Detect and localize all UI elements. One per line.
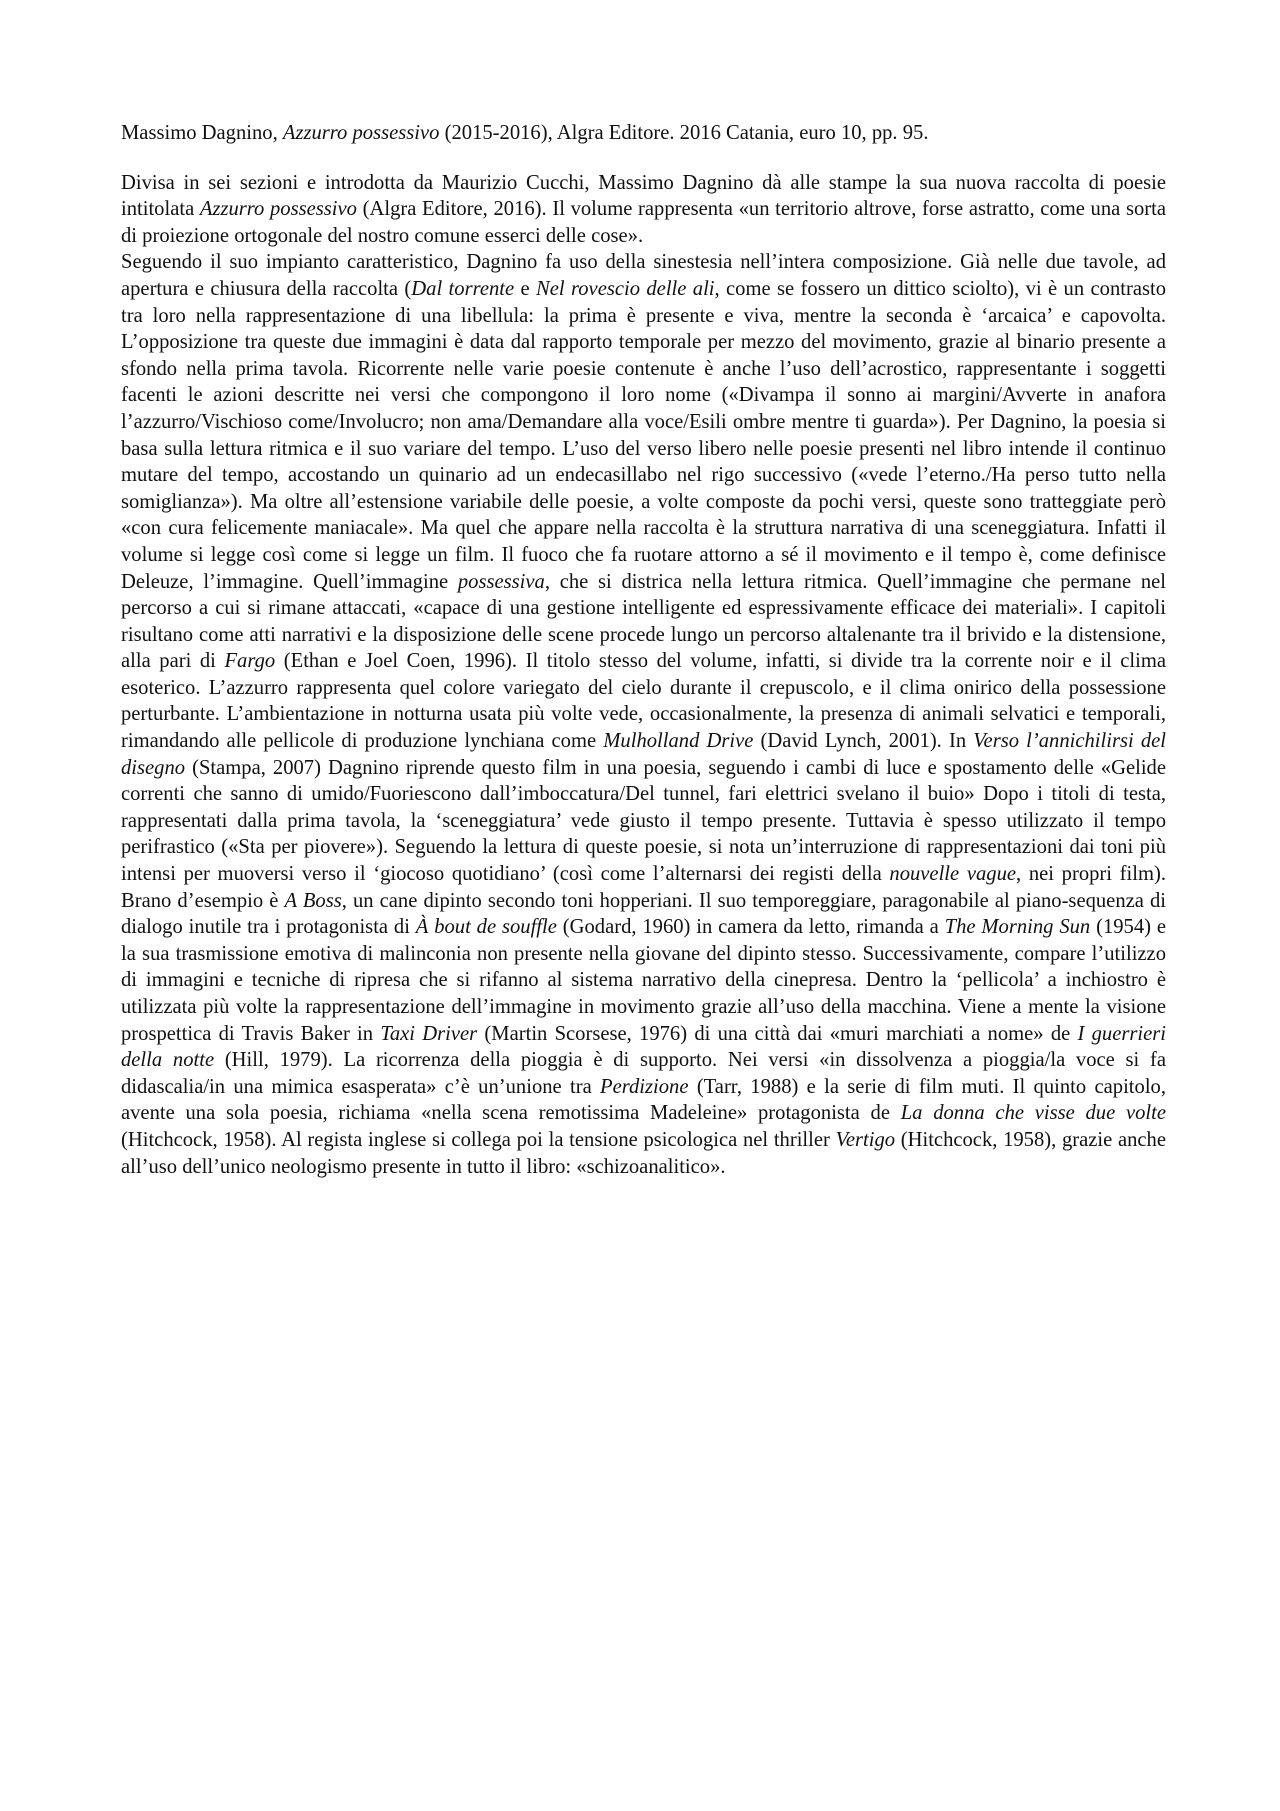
text-run: e: [514, 277, 537, 300]
text-run: , un cane dipinto secondo toni hopperiani. Il suo temporeggiare, paragonabile al piano-sequenza di dialogo inutile tra i protagonista di: [121, 889, 1167, 939]
text-run: (Godard, 1960) in camera da letto, rimanda a: [556, 916, 945, 939]
italic-title: nouvelle vague: [889, 863, 1017, 886]
italic-title: Nel rovescio delle ali: [536, 277, 715, 300]
italic-title: Mulholland Drive: [603, 730, 754, 753]
text-run: (1954) e la sua trasmissione emotiva di malinconia non presente nella giovane del dipinto stesso. Successivamente, compare l’utilizzo di immagini e tecniche di ripresa che si rifanno al sistema narrativo della cinepresa. Dentro la ‘pellicola’ a inchiostro è utilizzata più volte la rappresentazione dell’immagine in movimento grazie all’uso della macchina. Viene a mente la visione prospettica di Travis Baker in: [121, 916, 1166, 1045]
text-run: , che si districa nella lettura ritmica. Quell’immagine che permane nel percorso a cui si rimane attaccati, «capace di una gestione intelligente ed espressivamente efficace dei materiali». I capitoli risultano come atti narrativi e la disposizione delle scene procede lungo un percorso altalenante tra il brivido e la distensione, alla pari di: [121, 570, 1166, 673]
bibliographic-heading: [121, 120, 1166, 147]
italic-title: Perdizione: [600, 1075, 689, 1098]
italic-title: possessiva: [457, 570, 545, 593]
italic-title: Fargo: [224, 650, 276, 673]
italic-title: Verso l’annichilirsi del disegno: [121, 730, 1167, 779]
paragraph-intro: [121, 170, 1166, 250]
text-run: (Stampa, 2007) Dagnino riprende questo film in una poesia, seguendo i cambi di luce e spostamento delle «Gelide correnti che sanno di umido/Fuoriescono dall’imboccatura/Del tunnel, fari elettrici svelano il buio» Dopo i titoli di testa, rappresentati dalla prima tavola, la ‘sceneggiatura’ vede giusto il tempo presente. Tuttavia è spesso utilizzato il tempo perifrastico («Sta per piovere»). Seguendo la lettura di queste poesie, si nota un’interruzione di rappresentazioni dai toni più intensi per muoversi verso il ‘giocoso quotidiano’ (così come l’alternarsi dei registi della: [121, 756, 1166, 886]
text-run: Seguendo il suo impianto caratteristico, Dagnino fa uso della sinestesia nell’intera composizione. Già nelle due tavole, ad apertura e chiusura della raccolta (: [121, 251, 1166, 300]
text-run: Massimo Dagnino,: [121, 122, 283, 144]
document-page: [121, 120, 1166, 1180]
italic-title: Taxi Driver: [380, 1022, 478, 1045]
text-run: (David Lynch, 2001). In: [753, 730, 974, 753]
text-run: , come se fossero un dittico sciolto), vi è un contrasto tra loro nella rappresentazione di una libellula: la prima è presente e viva, mentre la seconda è ‘arcaica’ e capovolta. L’opposizione tra queste due immagini è data dal rapporto temporale per mezzo del movimento, grazie al binario presente a sfondo nella prima tavola. Ricorrente nelle varie poesie contenute è anche l’uso dell’acrostico, rappresentante i soggetti facenti le azioni descritte nei versi che compongono il loro nome («Divampa il sonno ai margini/Avverte in anafora l’azzurro/Vischioso come/Involucro; non ama/Demandare alla voce/Esili ombre mentre ti guarda»). Per Dagnino, la poesia si basa sulla lettura ritmica e il suo variare del tempo. L’uso del verso libero nelle poesie presenti nel libro intende il continuo mutare del tempo, accostando un quinario ad un endecasillabo nel rigo successivo («vede l’eterno./Ha perso tutto nella somiglianza»). Ma oltre all’estensione variabile delle poesie, a volte composte da pochi versi, queste sono tratteggiate però «con cura felicemente maniacale». Ma quel che appare nella raccolta è la struttura narrativa di una sceneggiatura. Infatti il volume si legge così come si legge un film. Il fuoco che fa ruotare attorno a sé il movimento e il tempo è, come definisce Deleuze, l’immagine. Quell’immagine: [121, 277, 1167, 593]
italic-title: Dal torrente: [411, 277, 515, 300]
text-run: (Ethan e Joel Coen, 1996). Il titolo stesso del volume, infatti, si divide tra la corrente noir e il clima esoterico. L’azzurro rappresenta quel colore variegato del cielo durante il crepuscolo, e il clima onirico della possessione perturbante. L’ambientazione in notturna usata più volte vede, occasionalmente, la presenza di animali selvatici e temporali, rimandando alle pellicole di produzione lynchiana come: [121, 650, 1166, 753]
italic-title: I guerrieri della notte: [121, 1022, 1166, 1072]
italic-title: The Morning Sun: [944, 916, 1091, 939]
text-run: Divisa in sei sezioni e introdotta da Maurizio Cucchi, Massimo Dagnino dà alle stampe la sua nuova raccolta di poesie intitolata: [121, 171, 1166, 221]
paragraph-body: [121, 249, 1166, 1180]
text-run: , nei propri film). Brano d’esempio è: [121, 863, 1166, 912]
text-run: (Hitchcock, 1958), grazie anche all’uso dell’unico neologismo presente in tutto il libro: «schizoanalitico».: [121, 1128, 1166, 1178]
italic-title: Azzurro possessivo: [282, 122, 440, 144]
italic-title: À bout de souffle: [415, 916, 557, 939]
text-run: (Tarr, 1988) e la serie di film muti. Il quinto capitolo, avente una sola poesia, richiama «nella scena remotissima Madeleine» protagonista de: [121, 1075, 1166, 1125]
text-run: (Algra Editore, 2016). Il volume rappresenta «un territorio altrove, forse astratto, come una sorta di proiezione ortogonale del nostro comune esserci delle cose».: [121, 198, 1166, 247]
italic-title: La donna che visse due volte: [900, 1102, 1166, 1125]
text-run: (2015-2016), Algra Editore. 2016 Catania, euro 10, pp. 95.: [439, 122, 929, 144]
italic-title: Azzurro possessivo: [199, 198, 357, 221]
text-run: (Hitchcock, 1958). Al regista inglese si collega poi la tensione psicologica nel thriller: [121, 1128, 836, 1151]
text-run: (Martin Scorsese, 1976) di una città dai «muri marchiati a nome» de: [477, 1022, 1078, 1045]
italic-title: Vertigo: [835, 1128, 896, 1151]
italic-title: A Boss: [284, 889, 342, 912]
text-run: (Hill, 1979). La ricorrenza della pioggia è di supporto. Nei versi «in dissolvenza a pioggia/la voce si fa didascalia/in una mimica esasperata» c’è un’unione tra: [121, 1049, 1166, 1098]
